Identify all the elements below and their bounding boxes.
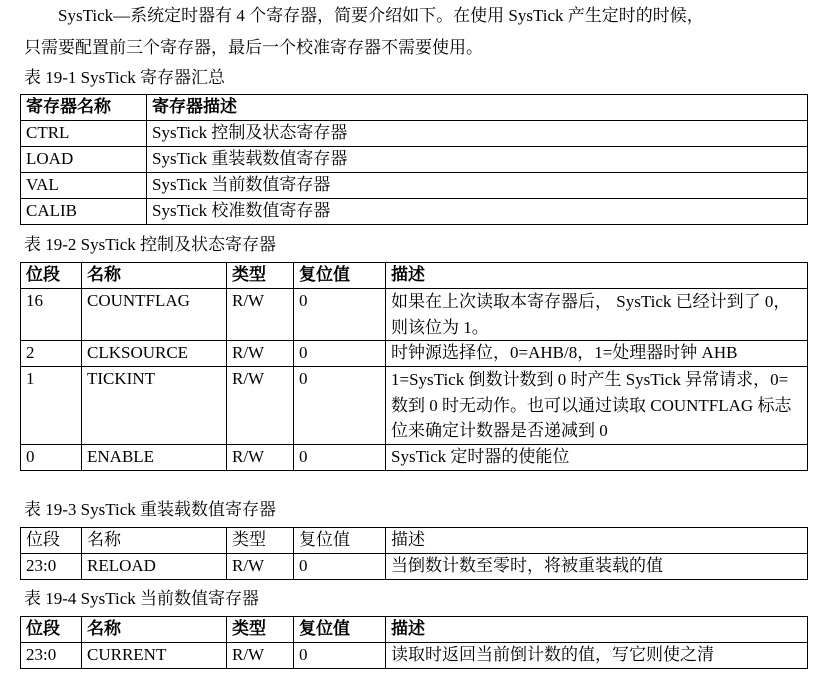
column-header: 描述 <box>386 263 808 289</box>
table-cell: SysTick 重装载数值寄存器 <box>147 147 808 173</box>
table-cell: CTRL <box>21 121 147 147</box>
column-header: 类型 <box>227 263 294 289</box>
table-3-caption: 表 19-3 SysTick 重装载数值寄存器 <box>24 500 277 519</box>
table-cell: 16 <box>21 289 82 341</box>
table-cell: SysTick 当前数值寄存器 <box>147 173 808 199</box>
column-header: 复位值 <box>294 528 386 554</box>
table-4-caption: 表 19-4 SysTick 当前数值寄存器 <box>24 589 260 608</box>
table-cell: 0 <box>294 289 386 341</box>
table-cell: 0 <box>294 341 386 367</box>
table-cell: 23:0 <box>21 643 82 669</box>
column-header: 复位值 <box>294 617 386 643</box>
column-header: 位段 <box>21 528 82 554</box>
column-header: 位段 <box>21 617 82 643</box>
table-header-row <box>21 95 808 121</box>
table-cell: CALIB <box>21 199 147 225</box>
column-header: 名称 <box>82 263 227 289</box>
table-cell: 时钟源选择位，0=AHB/8，1=处理器时钟 AHB <box>386 341 808 367</box>
table-row <box>21 554 808 580</box>
intro-paragraph <box>24 0 814 64</box>
control-status-register-table <box>20 262 808 471</box>
table-cell: R/W <box>227 341 294 367</box>
table-cell: R/W <box>227 367 294 445</box>
intro-line-1: SysTick—系统定时器有 4 个寄存器，简要介绍如下。在使用 SysTick 产生定时的时候， <box>58 6 704 25</box>
table-cell: 0 <box>294 444 386 470</box>
table-cell: 0 <box>294 554 386 580</box>
table-row <box>21 173 808 199</box>
table-cell: CLKSOURCE <box>82 341 227 367</box>
table-row <box>21 199 808 225</box>
column-header: 描述 <box>386 617 808 643</box>
register-summary-table <box>20 94 808 225</box>
table-cell: 1 <box>21 367 82 445</box>
table-cell: R/W <box>227 554 294 580</box>
table-cell: ENABLE <box>82 444 227 470</box>
column-header: 描述 <box>386 528 808 554</box>
table-header-row <box>21 263 808 289</box>
column-header: 寄存器描述 <box>147 95 808 121</box>
table-cell: SysTick 定时器的使能位 <box>386 444 808 470</box>
table-cell: CURRENT <box>82 643 227 669</box>
table-cell: SysTick 控制及状态寄存器 <box>147 121 808 147</box>
column-header: 寄存器名称 <box>21 95 147 121</box>
table-cell: 0 <box>21 444 82 470</box>
table-row <box>21 341 808 367</box>
table-header-row <box>21 528 808 554</box>
column-header: 复位值 <box>294 263 386 289</box>
table-row <box>21 289 808 341</box>
table-cell: 2 <box>21 341 82 367</box>
table-cell: 当倒数计数至零时，将被重装载的值 <box>386 554 808 580</box>
table-row <box>21 367 808 445</box>
table-row <box>21 643 808 669</box>
table-cell: 0 <box>294 367 386 445</box>
table-header-row <box>21 617 808 643</box>
column-header: 名称 <box>82 617 227 643</box>
table-cell: 0 <box>294 643 386 669</box>
table-cell: R/W <box>227 643 294 669</box>
table-cell: VAL <box>21 173 147 199</box>
current-value-register-table <box>20 616 808 669</box>
table-cell: R/W <box>227 444 294 470</box>
column-header: 名称 <box>82 528 227 554</box>
column-header: 类型 <box>227 617 294 643</box>
table-cell: 23:0 <box>21 554 82 580</box>
table-cell: RELOAD <box>82 554 227 580</box>
table-row <box>21 147 808 173</box>
table-row <box>21 121 808 147</box>
table-row <box>21 444 808 470</box>
column-header: 位段 <box>21 263 82 289</box>
table-cell: COUNTFLAG <box>82 289 227 341</box>
table-1-caption: 表 19-1 SysTick 寄存器汇总 <box>24 68 226 87</box>
table-2-caption: 表 19-2 SysTick 控制及状态寄存器 <box>24 235 277 254</box>
column-header: 类型 <box>227 528 294 554</box>
intro-line-2: 只需要配置前三个寄存器，最后一个校准寄存器不需要使用。 <box>24 38 483 57</box>
reload-register-table <box>20 527 808 580</box>
table-cell: R/W <box>227 289 294 341</box>
table-cell: TICKINT <box>82 367 227 445</box>
table-cell: 1=SysTick 倒数计数到 0 时产生 SysTick 异常请求，0=数到 0 时无动作。也可以通过读取 COUNTFLAG 标志位来确定计数器是否递减到 0 <box>386 367 808 445</box>
table-cell: LOAD <box>21 147 147 173</box>
table-cell: SysTick 校准数值寄存器 <box>147 199 808 225</box>
table-cell: 如果在上次读取本寄存器后， SysTick 已经计到了 0，则该位为 1。 <box>386 289 808 341</box>
table-cell: 读取时返回当前倒计数的值，写它则使之清 <box>386 643 808 669</box>
